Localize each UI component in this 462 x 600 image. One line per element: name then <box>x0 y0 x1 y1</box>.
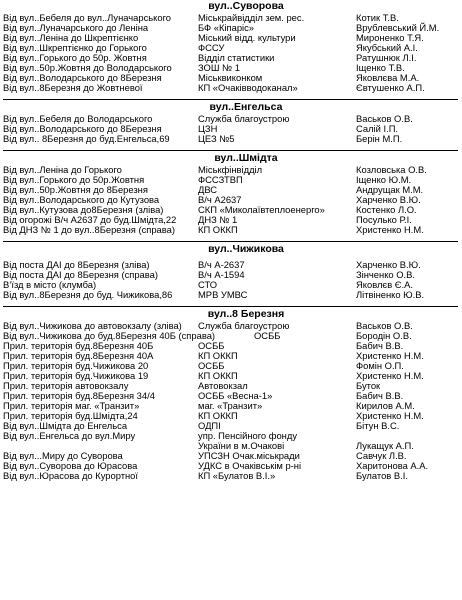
organization: В/ч А-1594 <box>198 269 245 280</box>
responsible-person: Бородін О.В. <box>356 330 412 341</box>
street-segment: Від вул..Бебеля до Володарського <box>3 113 153 124</box>
organization: Міський відд. культури <box>198 32 296 43</box>
street-segment: Від вул..Чижикова до буд.8Березня 40Б (справа) <box>3 330 216 341</box>
organization: Міськвиконком <box>198 72 263 83</box>
street-segment: Від огорожі В/ч А2637 до буд.Шмідта,22 <box>3 214 177 225</box>
organization: ДВС <box>198 184 218 195</box>
street-segment: Від вул..Юрасова до Курортної <box>3 470 139 481</box>
section-title: вул..Суворова <box>208 0 284 12</box>
street-segment: Прил. територія буд.8Березня 34/4 <box>3 390 155 401</box>
responsible-person: Берін М.П. <box>356 133 403 144</box>
organization: КП ОККП <box>198 350 238 361</box>
responsible-person: Харитонова А.А. <box>356 460 429 471</box>
street-segment: Від вул..8Березня до буд. Чижикова,86 <box>3 289 173 300</box>
street-segment: Від вул..Луначарського до Леніна <box>3 22 149 33</box>
organization: маг. «Транзит» <box>198 400 263 411</box>
street-segment: Від вул..Енгельса до вул.Миру <box>3 430 136 441</box>
responsible-person: Іщенко Ю.М. <box>356 174 412 185</box>
street-segment: Від вул..Леніна до Горького <box>3 164 122 175</box>
organization: КП ОККП <box>198 370 238 381</box>
responsible-person: Васьков О.В. <box>356 113 413 124</box>
street-segment: Від поста ДАІ до 8Березня (справа) <box>3 269 158 280</box>
organization: Служба благоустрою <box>198 320 290 331</box>
organization: ЗОШ № 1 <box>198 62 240 73</box>
street-segment: Від вул..Чижикова до автовокзалу (зліва) <box>3 320 182 331</box>
street-segment: Прил. територія буд.8Березня 40Б <box>3 340 154 351</box>
responsible-person: Христенко Н.М. <box>356 224 424 235</box>
street-segment: Прил. територія буд.Чижикова 19 <box>3 370 149 381</box>
responsible-person: Врублевський Й.М. <box>356 22 440 33</box>
organization: упр. Пенсійного фонду <box>198 430 298 441</box>
section-8-bereznia <box>0 308 462 481</box>
street-segment: Від поста ДАІ до 8Березня (зліва) <box>3 259 150 270</box>
responsible-person: Євтушенко А.П. <box>356 82 425 93</box>
responsible-person: Лукащук А.П. <box>356 440 414 451</box>
organization: УДКС в Очаківськім р-ні <box>198 460 302 471</box>
street-segment: Від вул..Шкрептієнко до Горького <box>3 42 147 53</box>
organization: ЦЗН <box>198 123 218 134</box>
organization: Відділ статистики <box>198 52 275 63</box>
responsible-person: Кирилов А.М. <box>356 400 415 411</box>
responsible-person: Іщенко Т.В. <box>356 62 405 73</box>
responsible-person: Харченко В.Ю. <box>356 194 421 205</box>
organization: ФССЗТВП <box>198 174 243 185</box>
spacer <box>0 235 462 239</box>
street-segment: Прил. територія буд.Шмідта,24 <box>3 410 138 421</box>
street-segment: Від вул..Леніна до Шкрептієнко <box>3 32 139 43</box>
street-segment: Від ДНЗ № 1 до вул..8Березня (справа) <box>3 224 175 235</box>
spacer <box>0 300 462 304</box>
organization: В/ч А2637 <box>198 194 242 205</box>
street-segment: Від вул..Кутузова до8Березня (зліва) <box>3 204 164 215</box>
organization: ФССУ <box>198 42 225 53</box>
responsible-person: Котик Т.В. <box>356 12 399 23</box>
section-title: вул..Чижикова <box>208 243 284 255</box>
responsible-person: Мироненко Т.Я. <box>356 32 424 43</box>
street-segment: Від вул..Горького до 50р. Жовтня <box>3 52 147 63</box>
organization: БФ «Кіпаріс» <box>198 22 255 33</box>
divider <box>3 99 458 100</box>
spacer <box>0 144 462 148</box>
table-row <box>0 134 462 144</box>
responsible-person: Салій І.П. <box>356 123 399 134</box>
section-shmidta <box>0 152 462 235</box>
responsible-person: Якубський А.І. <box>356 42 418 53</box>
responsible-person: Харченко В.Ю. <box>356 259 421 270</box>
section-title: вул..Шмідта <box>214 152 278 164</box>
responsible-person: Васьков О.В. <box>356 320 413 331</box>
table-row <box>0 83 462 93</box>
organization: КП «Булатов В.І.» <box>198 470 276 481</box>
organization: Служба благоустрою <box>198 113 290 124</box>
street-segment: Від вул..Володарського до Кутузова <box>3 194 160 205</box>
responsible-person: Савчук Л.В. <box>356 450 407 461</box>
street-segment: Від вул..8Березня до Жовтневої <box>3 82 143 93</box>
organization: ОСББ «Весна-1» <box>198 390 273 401</box>
responsible-person: Фомін О.П. <box>356 360 404 371</box>
organization: Автовокзал <box>198 380 248 391</box>
organization: КП ОККП <box>198 224 238 235</box>
organization: ОДПІ <box>198 420 221 431</box>
responsible-person: Бабич В.В. <box>356 340 404 351</box>
organization: ДНЗ № 1 <box>198 214 238 225</box>
section-suvorova <box>0 0 462 93</box>
organization: України в м.Очакові <box>198 440 285 451</box>
organization: ОСББ <box>198 340 225 351</box>
street-segment: Від вул.. 8Березня до буд.Енгельса,69 <box>3 133 170 144</box>
section-engelsa <box>0 101 462 144</box>
responsible-person: Яковлєва М.А. <box>356 72 420 83</box>
table-row <box>0 471 462 481</box>
responsible-person: Посулько Р.І. <box>356 214 412 225</box>
section-title: вул..8 Березня <box>207 308 285 320</box>
street-segment: Від вул..Володарського до 8Березня <box>3 123 162 134</box>
organization: Міськфінвідділ <box>198 164 263 175</box>
street-segment: Від вул..Горького до 50р.Жовтня <box>3 174 145 185</box>
responsible-person: Козловська О.В. <box>356 164 427 175</box>
responsible-person: Костенко Л.О. <box>356 204 417 215</box>
responsible-person: Булатов В.І. <box>356 470 408 481</box>
responsible-person: Христенко Н.М. <box>356 370 424 381</box>
table-row <box>0 225 462 235</box>
responsible-person: Зінченко О.В. <box>356 269 415 280</box>
responsible-person: Бітун В.С. <box>356 420 400 431</box>
organization: КП «Очаківводоканал» <box>198 82 298 93</box>
organization: ОСББ <box>198 360 225 371</box>
street-segment: Від вул..Володарського до 8Березня <box>3 72 162 83</box>
section-title: вул..Енгельса <box>209 101 283 113</box>
organization: ЦЕЗ №5 <box>198 133 235 144</box>
street-segment: Від вул..Бебеля до вул..Луначарського <box>3 12 172 23</box>
responsible-person: Літвіненко Ю.В. <box>356 289 425 300</box>
street-segment: В’їзд в місто (клумба) <box>3 279 97 290</box>
organization: Міськрайвідділ зем. рес. <box>198 12 305 23</box>
organization: СТО <box>198 279 218 290</box>
street-segment: Від вул..50р.Жовтня до Володарського <box>3 62 172 73</box>
responsible-person: Христенко Н.М. <box>356 410 424 421</box>
organization: СКП «Миколаївтеплоенерго» <box>198 204 325 215</box>
section-chyzhykova <box>0 243 462 300</box>
organization: КП ОККП <box>198 410 238 421</box>
spacer <box>0 93 462 97</box>
divider <box>3 241 458 242</box>
divider <box>3 306 458 307</box>
organization: В/ч А-2637 <box>198 259 245 270</box>
responsible-person: Яковлєв Є.А. <box>356 279 413 290</box>
responsible-person: Андрущак М.М. <box>356 184 424 195</box>
street-segment: Від вул..Шмідта до Енгельса <box>3 420 128 431</box>
organization: УПСЗН Очак.міськради <box>198 450 300 461</box>
responsible-person: Христенко Н.М. <box>356 350 424 361</box>
street-segment: Прил. територія автовокзалу <box>3 380 129 391</box>
organization: МРВ УМВС <box>198 289 248 300</box>
responsible-person: Ратушнюк Л.І. <box>356 52 417 63</box>
street-segment: Від вул..50р.Жовтня до 8Березня <box>3 184 148 195</box>
street-segment: Прил. територія буд.Чижикова 20 <box>3 360 149 371</box>
street-segment: Прил. територія буд.8Березня 40А <box>3 350 154 361</box>
responsible-person: Бабич В.В. <box>356 390 404 401</box>
responsible-person: Буток <box>356 380 381 391</box>
street-segment: Прил. територія маг. «Транзит» <box>3 400 140 411</box>
divider <box>3 150 458 151</box>
table-row <box>0 290 462 300</box>
organization: ОСББ <box>254 330 281 341</box>
street-segment: Від вул...Миру до Суворова <box>3 450 123 461</box>
street-segment: Від вул..Суворова до Юрасова <box>3 460 138 471</box>
